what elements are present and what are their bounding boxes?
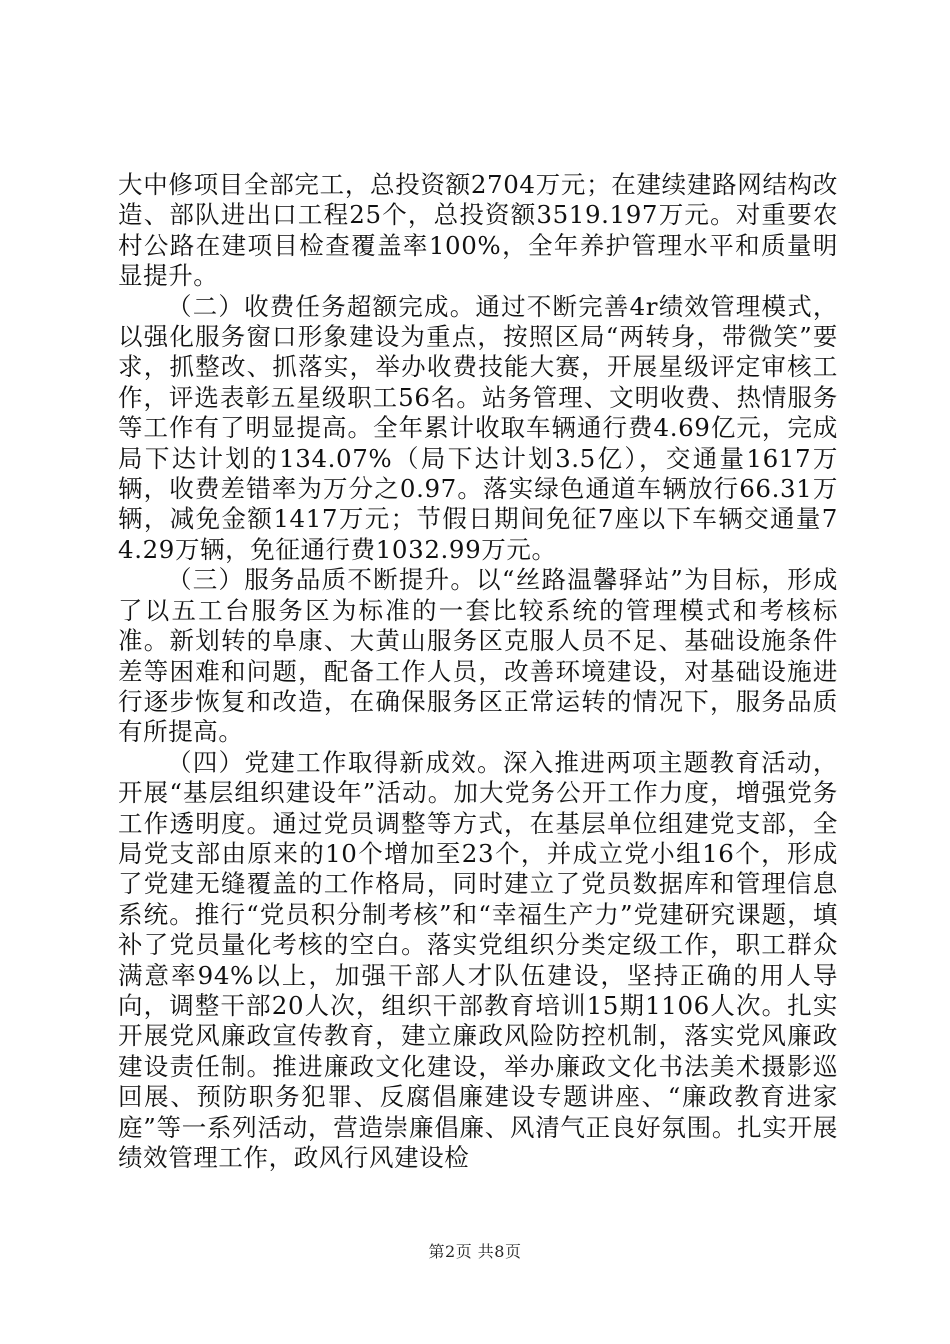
document-body [118, 170, 838, 1173]
paragraph-toll-collection: （二）收费任务超额完成。通过不断完善4r绩效管理模式，以强化服务窗口形象建设为重点，按照区局“两转身，带微笑”要求，抓整改、抓落实，举办收费技能大赛，开展星级评定审核工作，评选表彰五星级职工56名。站务管理、文明收费、热情服务等工作有了明显提高。全年累计收取车辆通行费4.69亿元，完成局下达计划的134.07%（局下达计划3.5亿），交通量1617万辆，收费差错率为万分之0.97。落实绿色通道车辆放行66.31万辆，减免金额1417万元；节假日期间免征7座以下车辆交通量74.29万辆，免征通行费1032.99万元。 [118, 291, 838, 564]
paragraph-party-building: （四）党建工作取得新成效。深入推进两项主题教育活动，开展“基层组织建设年”活动。加大党务公开工作力度，增强党务工作透明度。通过党员调整等方式，在基层单位组建党支部，全局党支部由原来的10个增加至23个，并成立党小组16个，形成了党建无缝覆盖的工作格局，同时建立了党员数据库和管理信息系统。推行“党员积分制考核”和“幸福生产力”党建研究课题，填补了党员量化考核的空白。落实党组织分类定级工作，职工群众满意率94%以上，加强干部人才队伍建设，坚持正确的用人导向，调整干部20人次，组织干部教育培训15期1106人次。扎实开展党风廉政宣传教育，建立廉政风险防控机制，落实党风廉政建设责任制。推进廉政文化建设，举办廉政文化书法美术摄影巡回展、预防职务犯罪、反腐倡廉建设专题讲座、“廉政教育进家庭”等一系列活动，营造崇廉倡廉、风清气正良好氛围。扎实开展绩效管理工作，政风行风建设检 [118, 747, 838, 1172]
page-footer [0, 1242, 950, 1262]
paragraph-continuation: 大中修项目全部完工，总投资额2704万元；在建续建路网结构改造、部队进出口工程25个，总投资额3519.197万元。对重要农村公路在建项目检查覆盖率100%，全年养护管理水平和质量明显提升。 [118, 170, 838, 291]
page-number-label: 第2页 共8页 [428, 1242, 522, 1261]
paragraph-service-quality: （三）服务品质不断提升。以“丝路温馨驿站”为目标，形成了以五工台服务区为标准的一套比较系统的管理模式和考核标准。新划转的阜康、大黄山服务区克服人员不足、基础设施条件差等困难和问题，配备工作人员，改善环境建设，对基础设施进行逐步恢复和改造，在确保服务区正常运转的情况下，服务品质有所提高。 [118, 565, 838, 747]
